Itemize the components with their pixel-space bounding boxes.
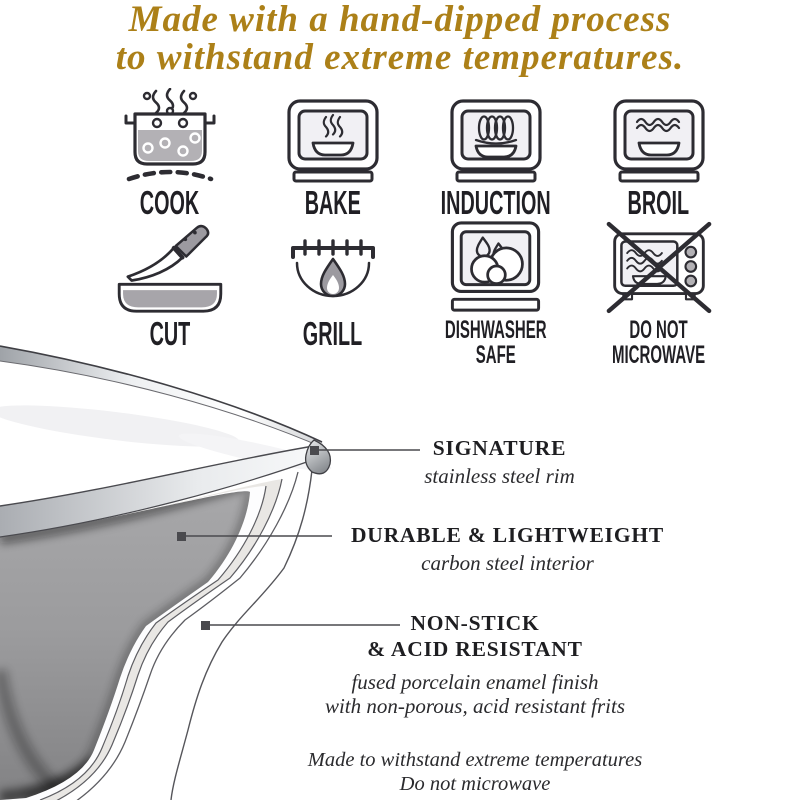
capability-label: DO NOT MICROWAVE [611, 316, 706, 369]
callout-signature [377, 436, 622, 489]
callout-durable-lightweight [330, 523, 685, 576]
callout-subtitle-line1: fused porcelain enamel finish [351, 669, 599, 694]
capability-cook [88, 86, 251, 221]
capability-label: CUT [149, 315, 190, 352]
footnote-line1: Made to withstand extreme temperatures [307, 749, 643, 771]
callout-title: SIGNATURE [432, 436, 567, 460]
capability-do-not-microwave [577, 218, 740, 386]
headline-line2: to withstand extreme temperatures. [115, 37, 685, 79]
capability-label: DISHWASHER SAFE [444, 316, 547, 369]
footnote-line2: Do not microwave [399, 773, 551, 796]
capability-label: COOK [139, 183, 200, 221]
callout-subtitle: stainless steel rim [424, 463, 575, 488]
headline-line1: Made with a hand-dipped process [128, 0, 672, 40]
bake-oven-icon [285, 98, 381, 184]
grill-flame-icon [286, 235, 380, 315]
capability-broil [577, 86, 740, 221]
capability-induction [414, 86, 577, 221]
capability-label: BAKE [304, 183, 361, 221]
callout-title-line2: & ACID RESISTANT [367, 636, 583, 661]
callout-title-line1: NON-STICK [410, 611, 540, 635]
broil-oven-icon [611, 98, 707, 184]
capability-label: INDUCTION [440, 183, 551, 221]
cut-knife-icon [112, 223, 228, 315]
callout-subtitle: carbon steel interior [421, 550, 594, 575]
no-microwave-icon [606, 220, 712, 315]
rim-tip-face [306, 440, 331, 474]
headline [0, 1, 800, 77]
callout-subtitle-line2: with non-porous, acid resistant frits [324, 694, 626, 719]
footnote [269, 748, 681, 796]
callout-nonstick-acid-resistant [289, 611, 661, 719]
induction-coil-icon [448, 98, 544, 184]
capability-bake [251, 86, 414, 221]
dishwasher-icon [448, 219, 543, 315]
capability-label: GRILL [302, 315, 363, 352]
callout-title: DURABLE & LIGHTWEIGHT [350, 523, 665, 547]
capability-label: BROIL [627, 183, 690, 221]
cook-pot-icon [123, 88, 217, 184]
